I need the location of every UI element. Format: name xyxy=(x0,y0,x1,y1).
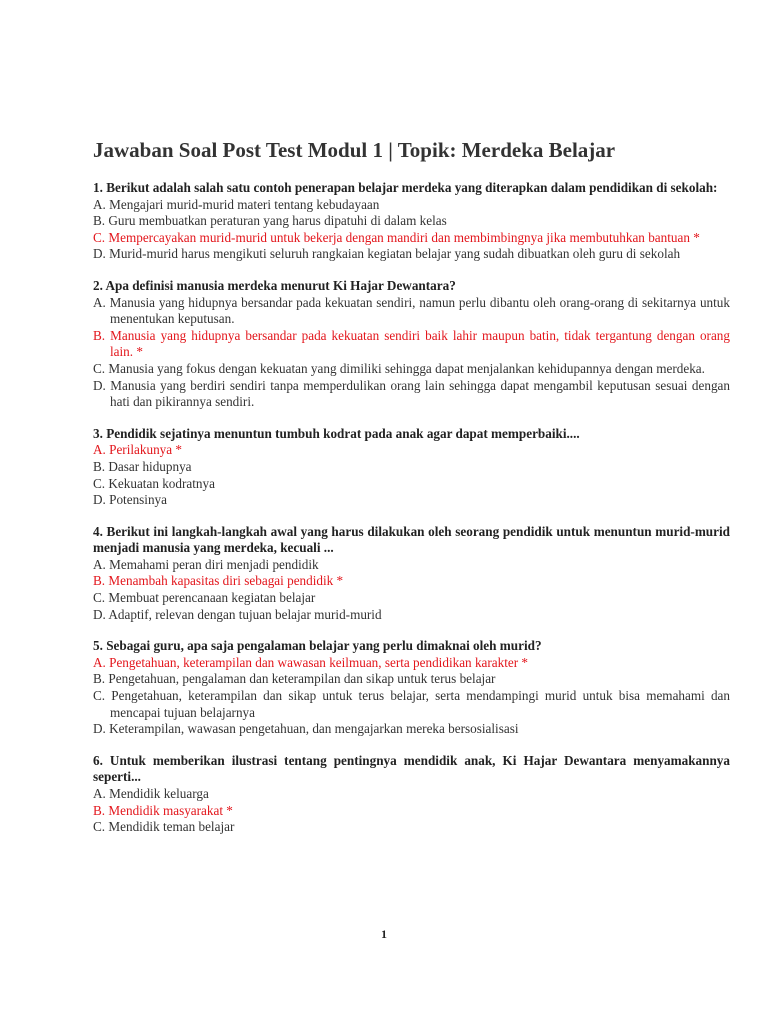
question-stem: 2. Apa definisi manusia merdeka menurut Ki Hajar Dewantara? xyxy=(93,277,456,293)
question-block xyxy=(93,753,730,836)
question-list xyxy=(93,180,730,851)
answer-option-correct: B. Menambah kapasitas diri sebagai pendidik * xyxy=(93,573,344,589)
answer-option: C. Membuat perencanaan kegiatan belajar xyxy=(93,590,316,606)
answer-option-correct: A. Perilakunya * xyxy=(93,442,182,458)
answer-option-correct: B. Mendidik masyarakat * xyxy=(93,802,233,818)
answer-option: D. Keterampilan, wawasan pengetahuan, dan mengajarkan mereka bersosialisasi xyxy=(93,721,519,737)
answer-option-correct: C. Mempercayakan murid-murid untuk bekerja dengan mandiri dan membimbingnya jika membutuhkan bantuan * xyxy=(93,229,700,245)
answer-option: A. Mengajari murid-murid materi tentang kebudayaan xyxy=(93,196,380,212)
question-stem: 1. Berikut adalah salah satu contoh penerapan belajar merdeka yang diterapkan dalam pendidikan di sekolah: xyxy=(93,180,718,195)
answer-option: B. Dasar hidupnya xyxy=(93,458,192,474)
answer-option: B. Pengetahuan, pengalaman dan keterampilan dan sikap untuk terus belajar xyxy=(93,671,496,687)
answer-option: D. Potensinya xyxy=(93,492,167,508)
question-stem: 3. Pendidik sejatinya menuntun tumbuh kodrat pada anak agar dapat memperbaiki.... xyxy=(93,425,580,441)
answer-option: B. Guru membuatkan peraturan yang harus dipatuhi di dalam kelas xyxy=(93,213,447,229)
answer-option: C. Manusia yang fokus dengan kekuatan yang dimiliki sehingga dapat menjalankan kehidupannya dengan merdeka. xyxy=(93,360,705,376)
answer-option: A. Manusia yang hidupnya bersandar pada kekuatan sendiri, namun perlu dibantu oleh orang-orang di sekitarnya untuk menentukan keputusan. xyxy=(93,294,730,327)
answer-option-correct: B. Manusia yang hidupnya bersandar pada kekuatan sendiri baik lahir maupun batin, tidak tergantung dengan orang lain. * xyxy=(93,327,730,360)
question-stem: 5. Sebagai guru, apa saja pengalaman belajar yang perlu dimaknai oleh murid? xyxy=(93,638,542,654)
question-block xyxy=(93,524,730,624)
answer-option: C. Pengetahuan, keterampilan dan sikap untuk terus belajar, serta mendampingi murid untuk bisa memahami dan mencapai tujuan belajarnya xyxy=(93,688,730,720)
answer-option: A. Memahami peran diri menjadi pendidik xyxy=(93,556,319,572)
document-title: Jawaban Soal Post Test Modul 1 | Topik: Merdeka Belajar xyxy=(93,138,616,162)
answer-option: C. Kekuatan kodratnya xyxy=(93,475,215,491)
question-block xyxy=(93,278,730,411)
question-stem: 4. Berikut ini langkah-langkah awal yang harus dilakukan oleh seorang pendidik untuk menuntun murid-murid menjadi manusia yang merdeka, kecuali ... xyxy=(93,523,730,556)
question-block xyxy=(93,180,730,263)
question-stem: 6. Untuk memberikan ilustrasi tentang pentingnya mendidik anak, Ki Hajar Dewantara menyamakannya seperti... xyxy=(93,752,730,785)
question-block xyxy=(93,638,730,738)
answer-option: D. Manusia yang berdiri sendiri tanpa memperdulikan orang lain sehingga dapat mengambil keputusan sesuai dengan hati dan pikirannya sendiri. xyxy=(93,377,730,410)
answer-option: D. Adaptif, relevan dengan tujuan belajar murid-murid xyxy=(93,606,382,622)
page-number: 1 xyxy=(381,927,387,941)
answer-option: C. Mendidik teman belajar xyxy=(93,819,235,835)
question-block xyxy=(93,426,730,509)
answer-option: A. Mendidik keluarga xyxy=(93,786,209,801)
answer-option: D. Murid-murid harus mengikuti seluruh rangkaian kegiatan belajar yang sudah dibuatkan oleh guru di sekolah xyxy=(93,246,681,262)
answer-option-correct: A. Pengetahuan, keterampilan dan wawasan keilmuan, serta pendidikan karakter * xyxy=(93,654,529,670)
